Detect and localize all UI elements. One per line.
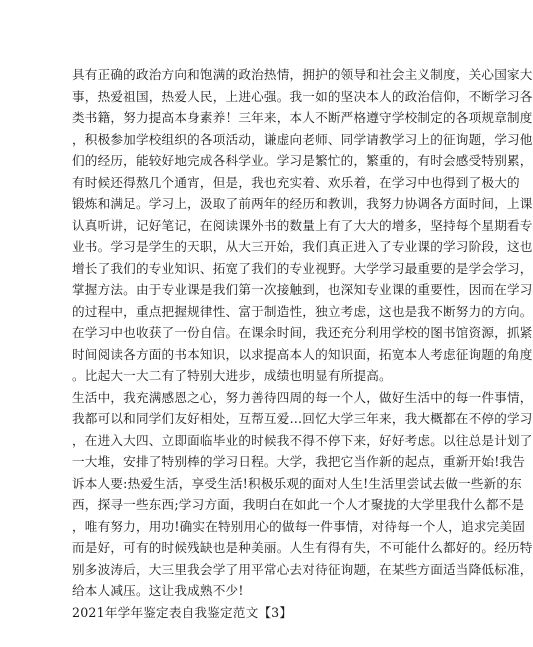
text-line: 时间阅读各方面的书本知识，以求提高本人的知识面，拓宽本人考虑征询题的角度 bbox=[72, 346, 533, 362]
text-line: 一大堆，安排了特别棒的学习日程。大学，我把它当作新的起点，重新开始!我告 bbox=[72, 454, 526, 469]
text-line: ，唯有努力，用功!确实在特别用心的做每一件事情，对待每一个人，追求完美固 bbox=[72, 518, 526, 534]
text-line: 类书籍，努力提高本身素养！三年来，本人不断严格遵守学校制定的各项规章制度 bbox=[72, 110, 533, 125]
text-line: 事，热爱祖国，热爱人民，上进心强。我一如的坚决本人的政治信仰，不断学习各 bbox=[72, 88, 533, 104]
text-line: 我都可以和同学们友好相处，互帮互爱…回忆大学三年来，我大概都在不停的学习 bbox=[72, 411, 533, 426]
section-heading: 2021年学年鉴定表自我鉴定范文【3】 bbox=[72, 604, 293, 620]
text-line: 而是好，可有的时候残缺也是种美丽。人生有得有失，不可能什么都好的。经历特 bbox=[72, 540, 533, 555]
text-line: 认真听讲，记好笔记，在阅读课外书的数量上有了大大的增多，坚持每个星期看专 bbox=[72, 217, 533, 233]
text-line: 西，探寻一些东西;学习方面，我明白在如此一个人才聚拢的大学里我什么都不是 bbox=[72, 497, 525, 512]
text-line: 在学习中也收获了一份自信。在课余时间，我还充分利用学校的图书馆资源，抓紧 bbox=[72, 325, 533, 340]
text-line: 具有正确的政治方向和饱满的政治热情，拥护的领导和社会主义制度，关心国家大 bbox=[72, 67, 533, 82]
text-line: 掌握方法。由于专业课是我们第一次接触到，也深知专业课的重要性，因而在学习 bbox=[72, 282, 533, 297]
text-line: 们的经历，能较好地完成各科学业。学习是繁忙的，繁重的，有时会感受特别累， bbox=[72, 153, 533, 168]
text-line: 的过程中，重点把握规律性、富于制造性，独立考虑，这也是我不断努力的方向。 bbox=[72, 303, 533, 319]
document-body bbox=[72, 64, 533, 623]
text-line: ，在进入大四、立即面临毕业的时候我不得不停下来，好好考虑。以往总是计划了 bbox=[72, 432, 533, 448]
text-line: 业书。学习是学生的天职，从大三开始，我们真正进入了专业课的学习阶段，这也 bbox=[72, 239, 533, 254]
text-line: 锻炼和满足。学习上，汲取了前两年的经历和教训，我努力协调各方面时间，上课 bbox=[72, 196, 533, 211]
text-line: 别多波涛后，大三里我会学了用平常心去对待征询题，在某些方面适当降低标准， bbox=[72, 561, 533, 577]
text-line: 诉本人要:热爱生活，享受生活!积极乐观的面对人生!生活里尝试去做一些新的东 bbox=[72, 475, 522, 491]
text-line: 增长了我们的专业知识、拓宽了我们的专业视野。大学学习最重要的是学会学习， bbox=[72, 260, 533, 276]
text-line: 。比起大一大二有了特别大进步，成绩也明显有所提高。 bbox=[72, 368, 392, 383]
text-line: 给本人减压。这让我成熟不少! bbox=[72, 583, 244, 598]
text-line: 有时候还得熬几个通宵，但是，我也充实着、欢乐着，在学习中也得到了极大的 bbox=[72, 174, 520, 190]
text-line: 生活中，我充满感恩之心，努力善待四周的每一个人，做好生活中的每一件事情， bbox=[72, 389, 533, 405]
text-line: ，积极参加学校组织的各项活动，谦虚向老师、同学请教学习上的征询题，学习他 bbox=[72, 131, 533, 147]
